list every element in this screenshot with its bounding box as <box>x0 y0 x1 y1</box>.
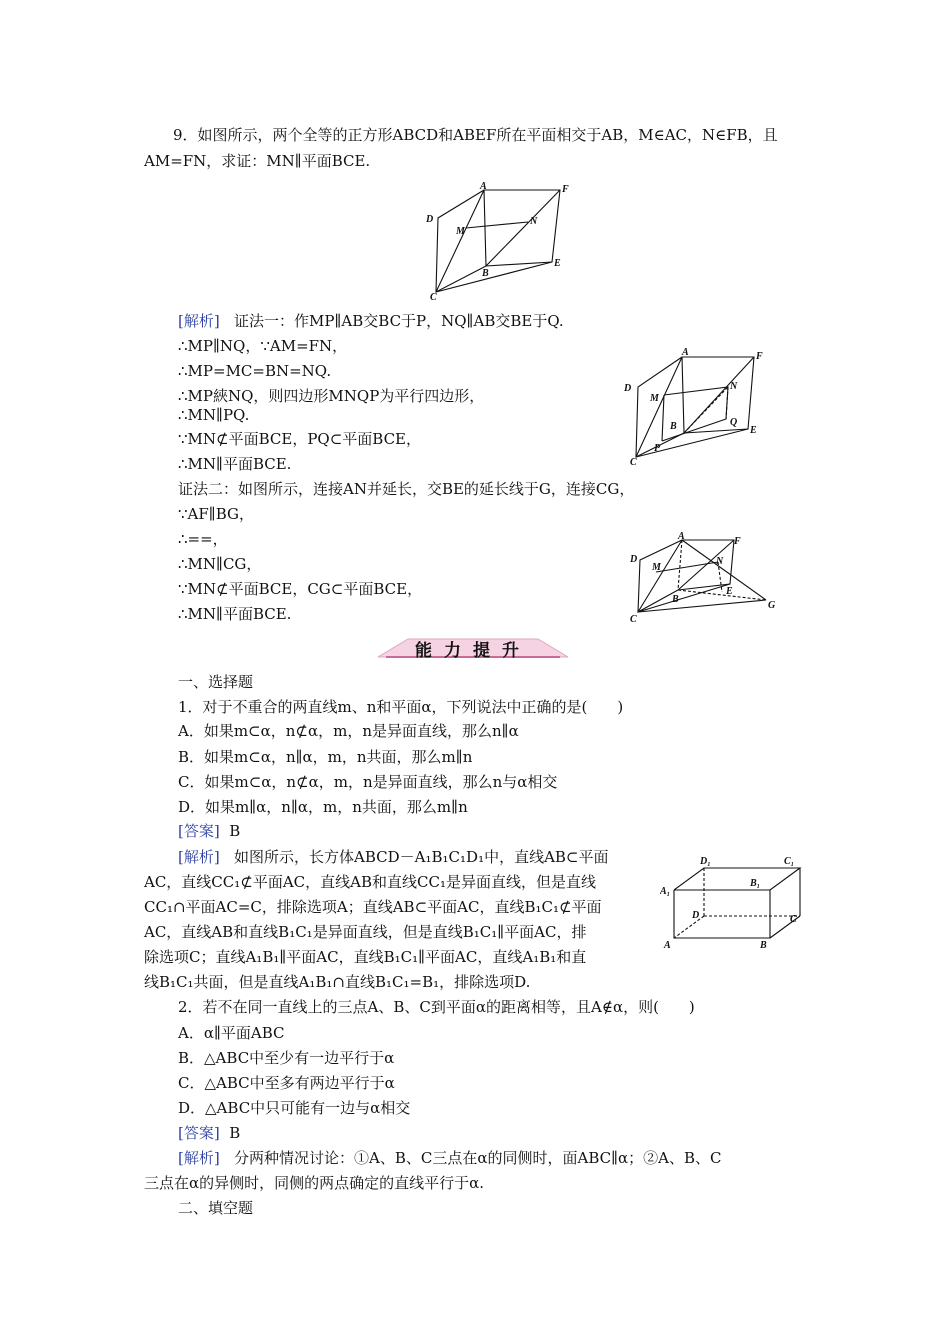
banner-title: 能力提升 <box>415 641 531 661</box>
q1-stem: 1．对于不重合的两直线m、n和平面α，下列说法中正确的是( ) <box>178 698 624 716</box>
fig2-label-f: F <box>756 351 763 362</box>
fig1-label-a: A <box>480 182 487 192</box>
q2-answer-tag: [答案] <box>178 1124 220 1142</box>
fig2-label-m: M <box>650 393 659 404</box>
fig1-label-e: E <box>554 258 561 269</box>
solution-line8: 证法二：如图所示，连接AN并延长，交BE的延长线于G，连接CG， <box>178 480 635 498</box>
q2-answer <box>178 1123 240 1143</box>
fig1-label-m: M <box>456 226 465 237</box>
fig3-label-b: B <box>672 594 679 605</box>
q1-answer <box>178 821 240 841</box>
section-fill-heading: 二、填空题 <box>178 1199 254 1217</box>
q1-option-b: B．如果m⊂α，n∥α，m，n共面，那么m∥n <box>178 748 473 766</box>
fig2-label-b: B <box>670 421 677 432</box>
fig2-label-c: C <box>630 457 637 468</box>
section-banner <box>378 633 568 661</box>
solution-line3: ∴MP=MC=BN=NQ. <box>178 362 332 380</box>
fig2-label-e: E <box>750 425 757 436</box>
solution-line9: ∵AF∥BG， <box>178 505 254 523</box>
fig4-label-d: D <box>692 910 700 921</box>
figure-extended-an <box>622 532 782 627</box>
solution-line4: ∴MP綊NQ，则四边形MNQP为平行四边形， <box>178 387 485 405</box>
solution-text-1: 证法一：作MP∥AB交BC于P，NQ∥AB交BE于Q. <box>234 312 564 330</box>
fig3-label-e: E <box>726 586 733 597</box>
section-choice-heading: 一、选择题 <box>178 673 254 691</box>
q1-analysis-3: CC₁∩平面AC=C，排除选项A；直线AB⊂平面AC，直线B₁C₁⊄平面 <box>144 898 602 916</box>
solution-line5: ∴MN∥PQ. <box>178 406 250 424</box>
q2-analysis-tag: [解析] <box>178 1149 220 1167</box>
q1-option-d: D．如果m∥α，n∥α，m，n共面，那么m∥n <box>178 798 468 816</box>
fig1-label-c: C <box>430 292 437 302</box>
q1-analysis-1 <box>178 847 609 867</box>
q1-analysis-2: AC，直线CC₁⊄平面AC，直线AB和直线CC₁是异面直线，但是直线 <box>144 873 596 891</box>
q1-analysis-text-1: 如图所示，长方体ABCD－A₁B₁C₁D₁中，直线AB⊂平面 <box>234 848 609 866</box>
solution-line2: ∴MP∥NQ，∵AM=FN， <box>178 337 348 355</box>
fig1-label-n: N <box>530 216 538 227</box>
fig4-label-b1: B₁ <box>750 878 761 889</box>
fig4-label-c: C <box>790 914 797 925</box>
fig3-label-n: N <box>716 556 724 567</box>
fig3-label-a: A <box>678 532 685 542</box>
q1-answer-tag: [答案] <box>178 822 220 840</box>
fig4-label-a: A <box>664 940 671 951</box>
q2-analysis-2: 三点在α的异侧时，同侧的两点确定的直线平行于α. <box>144 1174 485 1192</box>
solution-line1 <box>178 311 564 331</box>
fig2-label-a: A <box>682 347 689 358</box>
q1-answer-value: B <box>229 822 241 840</box>
solution-line7: ∴MN∥平面BCE. <box>178 455 292 473</box>
fig2-label-p: P <box>654 443 661 454</box>
fig2-label-d: D <box>624 383 632 394</box>
q1-analysis-6: 线B₁C₁共面，但是直线A₁B₁∩直线B₁C₁=B₁，排除选项D. <box>144 973 531 991</box>
q1-analysis-5: 除选项C；直线A₁B₁∥平面AC，直线B₁C₁∥平面AC，直线A₁B₁和直 <box>144 948 587 966</box>
q2-analysis-text-1: 分两种情况讨论：①A、B、C三点在α的同侧时，面ABC∥α；②A、B、C <box>234 1149 722 1167</box>
solution-line11: ∴MN∥CG， <box>178 555 262 573</box>
figure-two-squares <box>420 182 570 302</box>
problem9-line2: AM=FN，求证：MN∥平面BCE. <box>144 152 371 170</box>
fig2-label-q: Q <box>730 417 738 428</box>
q2-option-a: A．α∥平面ABC <box>178 1024 285 1042</box>
fig2-label-n: N <box>730 381 738 392</box>
fig4-label-a1: A₁ <box>660 886 671 897</box>
problem9-line1: 9．如图所示，两个全等的正方形ABCD和ABEF所在平面相交于AB，M∈AC，N∈FB，且 <box>173 126 778 144</box>
fig3-label-c: C <box>630 614 637 625</box>
fig4-label-d1: D₁ <box>700 856 711 867</box>
q1-analysis-tag: [解析] <box>178 848 220 866</box>
fig3-label-d: D <box>630 554 638 565</box>
fig3-label-g: G <box>768 600 776 611</box>
fig1-label-b: B <box>482 268 489 279</box>
fig1-label-d: D <box>426 214 434 225</box>
q2-analysis-1 <box>178 1148 722 1168</box>
solution-line12: ∵MN⊄平面BCE，CG⊂平面BCE， <box>178 580 423 598</box>
q1-option-a: A．如果m⊂α，n⊄α，m，n是异面直线，那么n∥α <box>178 722 519 740</box>
figure-cuboid <box>660 852 810 952</box>
fig3-label-f: F <box>734 536 741 547</box>
q1-analysis-4: AC，直线AB和直线B₁C₁是异面直线，但是直线B₁C₁∥平面AC，排 <box>144 923 587 941</box>
q2-answer-value: B <box>229 1124 241 1142</box>
q1-option-c: C．如果m⊂α，n⊄α，m，n是异面直线，那么n与α相交 <box>178 773 558 791</box>
fig4-label-c1: C₁ <box>784 856 795 867</box>
solution-line6: ∵MN⊄平面BCE，PQ⊂平面BCE， <box>178 430 422 448</box>
analysis-tag: [解析] <box>178 312 220 330</box>
q2-option-d: D．△ABC中只可能有一边与α相交 <box>178 1099 411 1117</box>
fig3-label-m: M <box>652 562 661 573</box>
fig1-label-f: F <box>562 184 569 195</box>
figure-parallelogram-mnqp <box>620 345 770 470</box>
solution-line13: ∴MN∥平面BCE. <box>178 605 292 623</box>
q2-stem: 2．若不在同一直线上的三点A、B、C到平面α的距离相等，且A∉α，则( ) <box>178 998 695 1016</box>
q2-option-c: C．△ABC中至多有两边平行于α <box>178 1074 395 1092</box>
fig4-label-b: B <box>760 940 767 951</box>
solution-line10: ∴==， <box>178 530 228 548</box>
q2-option-b: B．△ABC中至少有一边平行于α <box>178 1049 395 1067</box>
